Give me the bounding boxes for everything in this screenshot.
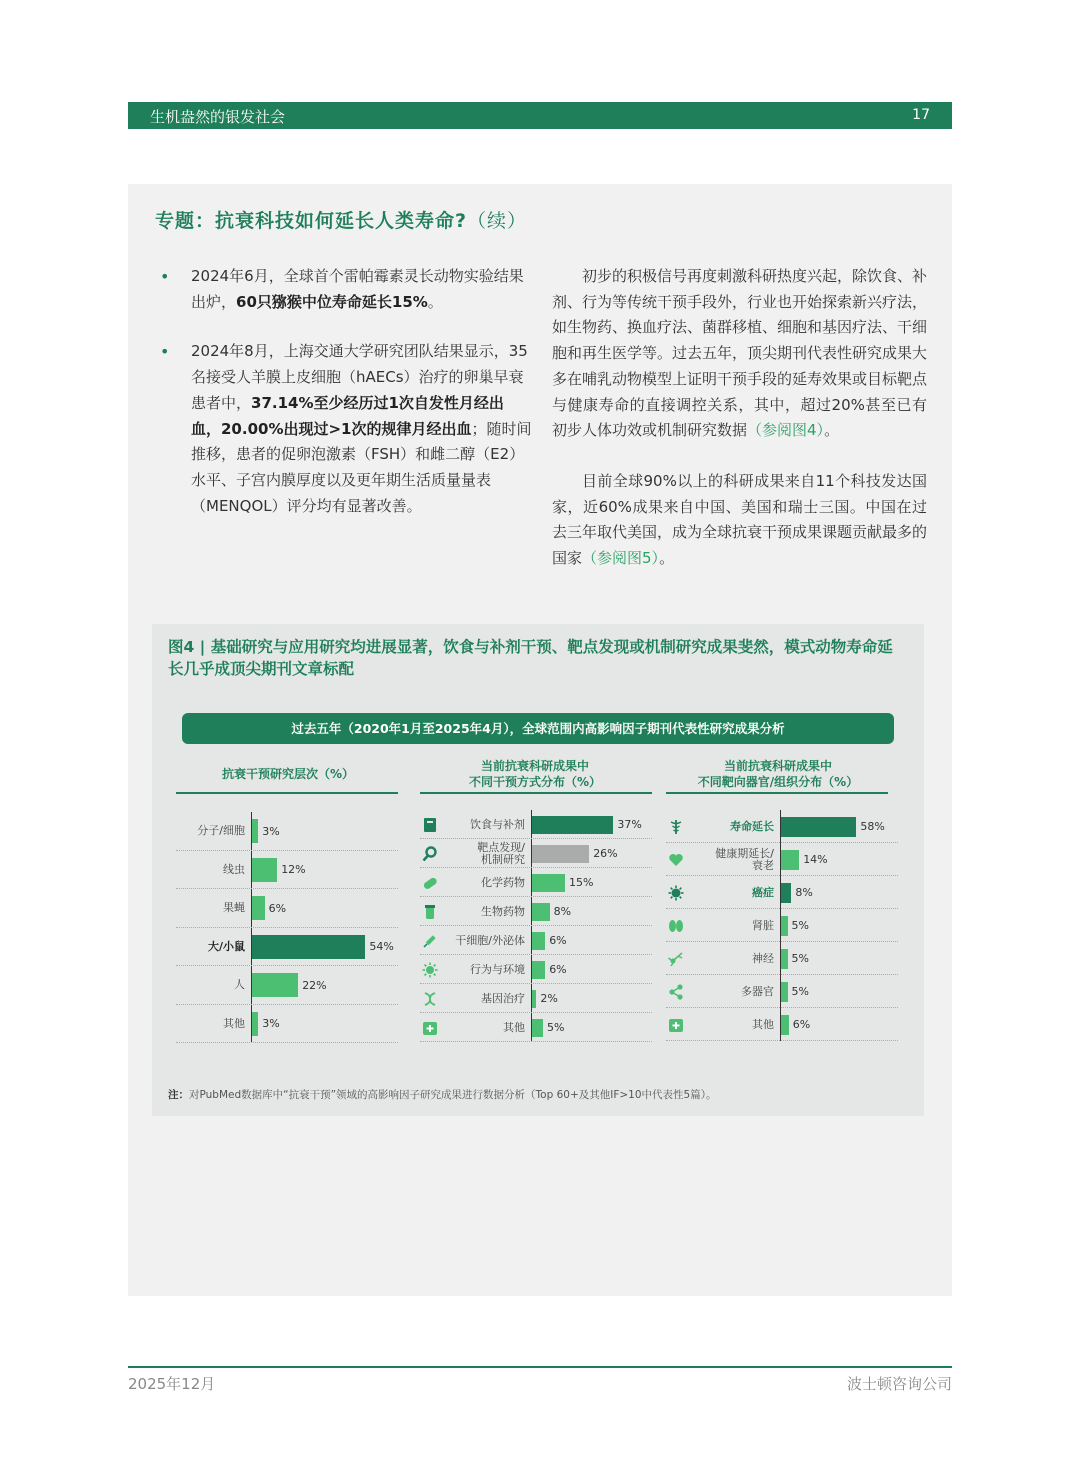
category-label	[752, 1019, 774, 1031]
category-label	[455, 935, 525, 947]
category-label	[223, 864, 245, 876]
bar	[781, 982, 788, 1002]
category-label	[477, 842, 525, 866]
chart1-rule	[176, 792, 398, 794]
category-label-line: 生物药物	[481, 904, 525, 918]
category-label	[234, 979, 245, 991]
value-label: 15%	[569, 876, 594, 889]
category-label-line: 癌症	[752, 885, 774, 899]
category-label-line: 其他	[503, 1020, 525, 1034]
bar	[781, 949, 788, 969]
chart-row	[666, 909, 898, 942]
category-label-line: 干细胞/外泌体	[455, 933, 525, 947]
bar	[252, 819, 258, 843]
chart-row	[176, 889, 398, 928]
category-label	[752, 920, 774, 932]
category-label	[752, 887, 774, 899]
chart-row	[666, 876, 898, 909]
paragraph-text: 目前全球90%以上的科研成果来自11个科技发达国家，近60%成果来自中国、美国和瑞士三国。中国在过去三年取代美国，成为全球抗衰干预成果课题贡献最多的国家	[552, 471, 928, 568]
category-label-line: 化学药物	[481, 875, 525, 889]
chart2-title-line: 不同干预方式分布（%）	[468, 775, 602, 789]
chart-row	[176, 1005, 398, 1044]
chart-row	[666, 942, 898, 975]
header-title: 生机盎然的银发社会	[150, 108, 286, 126]
pill-icon	[422, 875, 438, 891]
bullet-item	[160, 339, 532, 519]
category-label	[503, 1022, 525, 1034]
chart-row	[176, 851, 398, 890]
section-title-cont: （续）	[467, 210, 528, 232]
category-label-line: 其他	[223, 1016, 245, 1030]
section-title-text: 专题：抗衰科技如何延长人类寿命?	[155, 210, 468, 232]
bar	[781, 817, 856, 837]
category-label-line: 神经	[752, 951, 774, 965]
bar	[532, 1019, 543, 1037]
chart-row	[420, 926, 652, 955]
row-divider	[666, 1040, 898, 1041]
figure-reference-link[interactable]: （参阅图5）	[582, 549, 660, 568]
value-label: 26%	[593, 847, 618, 860]
paragraph	[552, 469, 927, 572]
figure-4	[152, 624, 924, 1116]
value-label: 2%	[540, 992, 558, 1005]
kidney-icon	[668, 918, 684, 934]
category-label	[741, 986, 774, 998]
bar	[532, 961, 545, 979]
category-label	[208, 941, 245, 953]
chart-target-organ	[666, 810, 898, 1042]
paragraph-end: 。	[824, 421, 840, 440]
category-label	[481, 993, 525, 1005]
figure-note	[168, 1087, 716, 1102]
value-label: 6%	[549, 963, 567, 976]
bullet-text: ；随时间推移，患者的促卵泡激素（FSH）和雌二醇（E2）水平、子宫内膜厚度以及更年期生活质量量表（MENQOL）评分均有显著改善。	[191, 419, 532, 515]
figure-title: 图4 | 基础研究与应用研究均进展显著，饮食与补剂干预、靶点发现或机制研究成果斐然，模式动物寿命延长几乎成顶尖期刊文章标配	[168, 638, 893, 678]
category-label-line: 行为与环境	[470, 962, 525, 976]
chart1-title: 抗衰干预研究层次（%）	[221, 767, 355, 781]
chart-row	[420, 868, 652, 897]
caduceus-icon	[668, 819, 684, 835]
bullet-text: 。	[427, 292, 443, 311]
value-label: 8%	[795, 886, 813, 899]
page-header	[128, 102, 952, 129]
value-label: 14%	[803, 853, 828, 866]
category-label-line: 机制研究	[481, 852, 525, 866]
category-label-line: 靶点发现/	[477, 840, 525, 854]
category-label	[730, 821, 774, 833]
chart3-rule	[666, 792, 888, 794]
category-label-line: 大/小鼠	[207, 939, 245, 953]
chart2-title-line: 当前抗衰科研成果中	[480, 759, 589, 773]
category-label	[481, 906, 525, 918]
bar	[781, 916, 788, 936]
bar	[252, 973, 298, 997]
bar	[781, 1015, 789, 1035]
value-label: 5%	[791, 985, 809, 998]
chart-row	[666, 1008, 898, 1041]
first-aid-icon	[422, 1020, 438, 1036]
paragraph-end: 。	[659, 549, 675, 568]
bar	[532, 874, 565, 892]
category-label-line: 衰老	[752, 858, 774, 872]
value-label: 58%	[860, 820, 885, 833]
gene-icon	[422, 991, 438, 1007]
figure-note-text: 对PubMed数据库中“抗衰干预”领域的高影响因子研究成果进行数据分析（Top 60+及其他IF>10中代表性5篇）。	[189, 1089, 717, 1101]
bar	[252, 935, 365, 959]
value-label: 3%	[262, 1017, 280, 1031]
bullet-bold: 37.14%至少经历过1次自发性月经出血，20.00%出现过>1次的规律月经出血	[191, 393, 504, 438]
value-label: 54%	[369, 940, 394, 954]
chart-row	[420, 1013, 652, 1042]
category-label-line: 多器官	[741, 984, 774, 998]
bar	[532, 932, 545, 950]
value-label: 6%	[268, 901, 287, 915]
category-label	[197, 825, 245, 837]
book-icon	[422, 817, 438, 833]
category-label-line: 人	[234, 978, 245, 992]
magnifier-icon	[422, 846, 438, 862]
category-label-line: 果蝇	[223, 901, 245, 915]
chart3-title-line: 当前抗衰科研成果中	[723, 759, 832, 773]
chart-row	[176, 812, 398, 851]
category-label	[470, 819, 525, 831]
value-label: 5%	[791, 952, 809, 965]
category-label	[470, 964, 525, 976]
share-nodes-icon	[668, 984, 684, 1000]
bar	[532, 816, 613, 834]
bar	[532, 990, 536, 1008]
bar	[781, 883, 791, 903]
row-divider	[420, 1041, 652, 1042]
bar	[252, 858, 277, 882]
bar	[252, 1012, 258, 1036]
value-label: 8%	[553, 905, 572, 918]
chart-intervention-type	[420, 810, 652, 1042]
value-label: 37%	[617, 818, 642, 831]
page-number: 17	[912, 107, 930, 123]
section-title	[155, 206, 527, 233]
chart-row	[420, 897, 652, 926]
bar	[252, 896, 265, 920]
chart-row	[420, 955, 652, 984]
syringe-icon	[422, 933, 438, 949]
bullet-dot-icon: •	[160, 267, 170, 286]
chart-row	[666, 810, 898, 843]
chart-row	[420, 810, 652, 839]
bar	[781, 850, 799, 870]
category-label	[223, 1018, 245, 1030]
category-label-line: 肾脏	[752, 918, 774, 932]
footer-date: 2025年12月	[128, 1375, 216, 1393]
category-label-line: 健康期延长/	[715, 846, 774, 860]
figure-reference-link[interactable]: （参阅图4）	[747, 421, 825, 440]
category-label	[223, 902, 245, 914]
chart-row	[176, 928, 398, 967]
category-label	[481, 877, 525, 889]
bar	[532, 845, 589, 863]
first-aid-icon	[668, 1017, 684, 1033]
chart-row	[666, 975, 898, 1008]
chart3-title	[666, 758, 890, 790]
category-label-line: 饮食与补剂	[470, 817, 525, 831]
value-label: 5%	[547, 1021, 565, 1034]
paragraph	[552, 264, 927, 444]
value-label: 22%	[302, 978, 327, 992]
bullet-list	[160, 264, 532, 543]
bullet-dot-icon: •	[160, 342, 170, 362]
value-label: 6%	[549, 934, 567, 947]
bar	[532, 903, 550, 921]
value-label: 12%	[281, 863, 306, 877]
body-text	[552, 264, 927, 597]
category-label-line: 线虫	[223, 862, 245, 876]
category-label-line: 其他	[752, 1017, 774, 1031]
vial-icon	[422, 904, 438, 920]
chart2-rule	[420, 792, 652, 794]
category-label-line: 基因治疗	[481, 991, 525, 1005]
sun-icon	[422, 962, 438, 978]
bullet-bold: 60只猕猴中位寿命延长15%	[236, 292, 428, 311]
category-label	[715, 848, 774, 872]
figure-note-label: 注：	[168, 1089, 189, 1101]
category-label	[752, 953, 774, 965]
heart-icon	[668, 852, 684, 868]
bullet-text: 2024年6月，全球首个雷帕霉素灵长动物实验结果出炉，	[191, 267, 524, 311]
value-label: 3%	[262, 824, 280, 838]
bullet-item	[160, 264, 532, 315]
value-label: 6%	[792, 1018, 811, 1031]
category-label-line: 分子/细胞	[197, 824, 245, 838]
chart-research-level	[176, 812, 398, 1040]
value-label: 5%	[791, 919, 809, 932]
chart2-title	[420, 758, 650, 790]
chart-row	[666, 843, 898, 876]
figure-banner: 过去五年（2020年1月至2025年4月），全球范围内高影响因子期刊代表性研究成果分析	[182, 713, 894, 744]
chart-row	[420, 984, 652, 1013]
paragraph-text: 初步的积极信号再度刺激科研热度兴起，除饮食、补剂、行为等传统干预手段外，行业也开始探索新兴疗法，如生物药、换血疗法、菌群移植、细胞和基因疗法、干细胞和再生医学等。过去五年，顶尖期刊代表性研究成果大多在哺乳动物模型上证明干预手段的延寿效果或目标靶点与健康寿命的直接调控关系，其中，超过20%甚至已有初步人体功效或机制研究数据	[552, 267, 928, 440]
chart3-title-line: 不同靶向器官/组织分布（%）	[697, 775, 859, 789]
footer-company: 波士顿咨询公司	[846, 1375, 952, 1393]
cell-icon	[668, 885, 684, 901]
bullet-text: 2024年8月，上海交通大学研究团队结果显示，35名接受人羊膜上皮细胞（hAECs）治疗的卵巢早衰患者中，	[191, 342, 528, 412]
chart-row	[420, 839, 652, 868]
category-label-line: 寿命延长	[730, 819, 774, 833]
row-divider	[176, 1042, 398, 1043]
footer-rule	[128, 1366, 952, 1368]
chart-row	[176, 966, 398, 1005]
neuron-icon	[668, 951, 684, 967]
